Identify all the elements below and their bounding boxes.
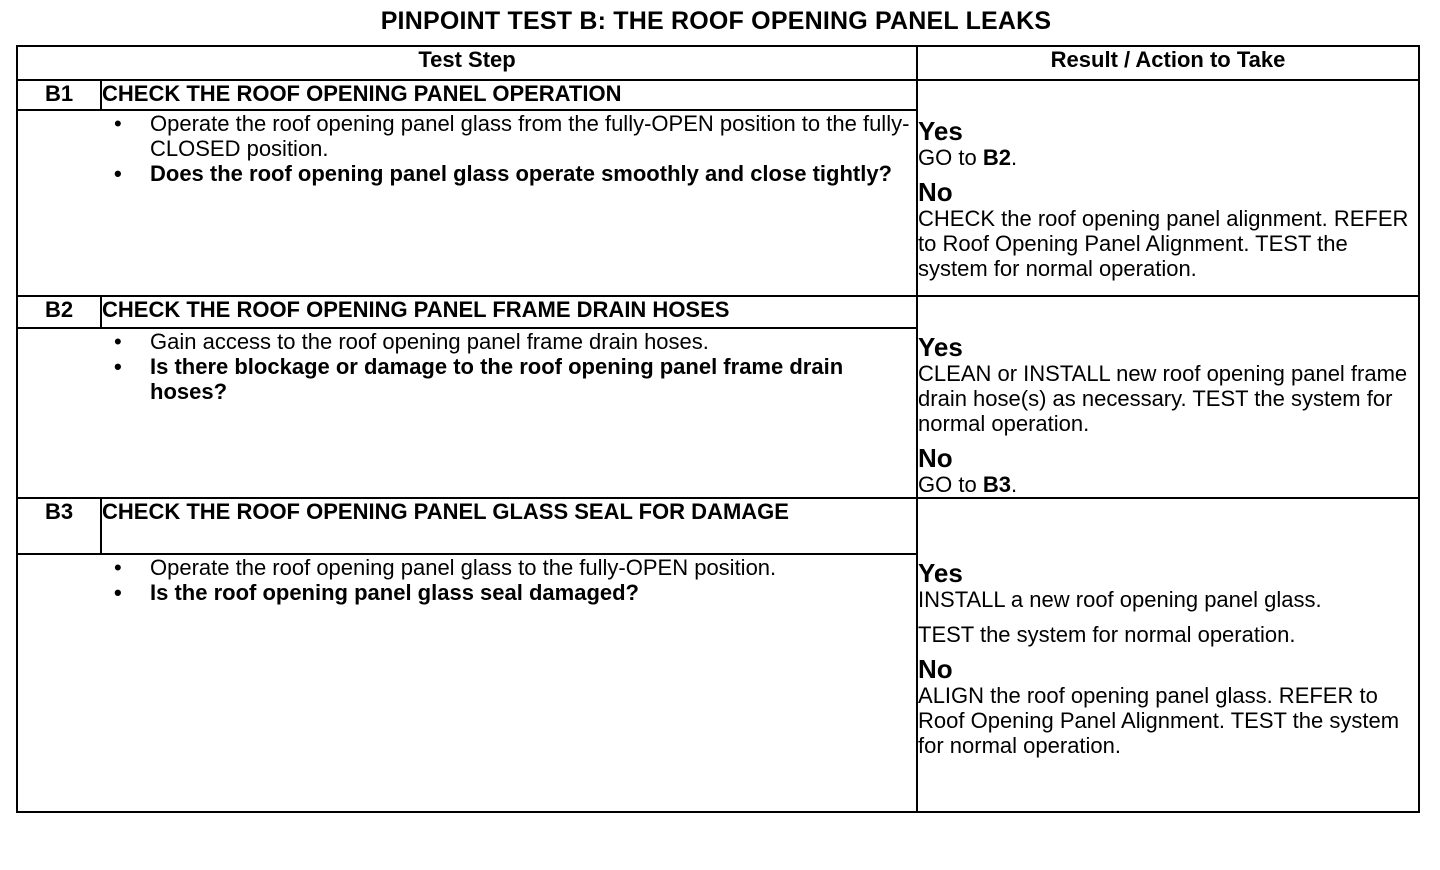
yes-action: CLEAN or INSTALL new roof opening panel frame drain hose(s) as necessary. TEST the system for normal operation. <box>918 361 1408 436</box>
step-reference: B3 <box>982 472 1011 497</box>
no-action: GO to B3. <box>918 472 1018 497</box>
step-id: B3 <box>17 498 101 554</box>
yes-label: Yes <box>918 116 963 146</box>
result-no <box>918 444 1418 497</box>
yes-label: Yes <box>918 558 963 588</box>
yes-action-followup: TEST the system for normal operation. <box>918 622 1296 647</box>
question-item: • Does the roof opening panel glass operate smoothly and close tightly? <box>114 161 892 186</box>
step-id: B2 <box>17 296 101 328</box>
step-instructions <box>18 329 916 404</box>
step-instructions <box>18 111 916 186</box>
yes-action: INSTALL a new roof opening panel glass. <box>918 587 1322 612</box>
result-yes <box>918 333 1418 436</box>
document-title: PINPOINT TEST B: THE ROOF OPENING PANEL LEAKS <box>380 7 1052 35</box>
result-no <box>918 178 1418 281</box>
no-action: ALIGN the roof opening panel glass. REFER to Roof Opening Panel Alignment. TEST the system for normal operation. <box>918 683 1400 758</box>
no-action: CHECK the roof opening panel alignment. REFER to Roof Opening Panel Alignment. TEST the system for normal operation. <box>918 206 1409 281</box>
bullet-icon: • <box>114 111 122 136</box>
instruction-item: • Gain access to the roof opening panel frame drain hoses. <box>114 328 709 354</box>
no-label: No <box>918 654 953 684</box>
question-item: • Is there blockage or damage to the roof opening panel frame drain hoses? <box>114 353 844 404</box>
step-b3-result <box>917 498 1419 812</box>
step-b2-result <box>917 296 1419 498</box>
step-heading: CHECK THE ROOF OPENING PANEL OPERATION <box>101 80 917 110</box>
instruction-item: • Operate the roof opening panel glass to the fully-OPEN position. <box>114 555 777 580</box>
result-yes <box>918 117 1418 170</box>
instruction-item: • Operate the roof opening panel glass from the fully-OPEN position to the fully-CLOSED position. <box>114 111 910 161</box>
step-b2-heading-row <box>17 296 1419 328</box>
step-heading: CHECK THE ROOF OPENING PANEL FRAME DRAIN HOSES <box>101 296 917 328</box>
step-b3-body <box>17 554 917 812</box>
no-label: No <box>918 443 953 473</box>
step-heading: CHECK THE ROOF OPENING PANEL GLASS SEAL FOR DAMAGE <box>101 498 917 554</box>
step-b2-body <box>17 328 917 498</box>
pinpoint-test-table <box>16 45 1420 813</box>
bullet-icon: • <box>114 161 122 186</box>
bullet-icon: • <box>114 353 122 379</box>
header-result-action: Result / Action to Take <box>917 46 1419 80</box>
yes-action: GO to B2. <box>918 145 1018 170</box>
bullet-icon: • <box>114 555 122 580</box>
step-b1-body <box>17 110 917 296</box>
step-reference: B2 <box>982 145 1011 170</box>
result-yes <box>918 559 1418 647</box>
result-no <box>918 655 1418 758</box>
bullet-icon: • <box>114 328 122 354</box>
step-b1-result <box>917 80 1419 296</box>
bullet-icon: • <box>114 580 122 605</box>
step-instructions <box>18 555 916 605</box>
step-b3-heading-row <box>17 498 1419 554</box>
no-label: No <box>918 177 953 207</box>
yes-label: Yes <box>918 332 963 362</box>
table-header-row <box>17 46 1419 80</box>
step-b1-heading-row <box>17 80 1419 110</box>
header-test-step: Test Step <box>17 46 917 80</box>
step-id: B1 <box>17 80 101 110</box>
question-item: • Is the roof opening panel glass seal damaged? <box>114 580 639 605</box>
